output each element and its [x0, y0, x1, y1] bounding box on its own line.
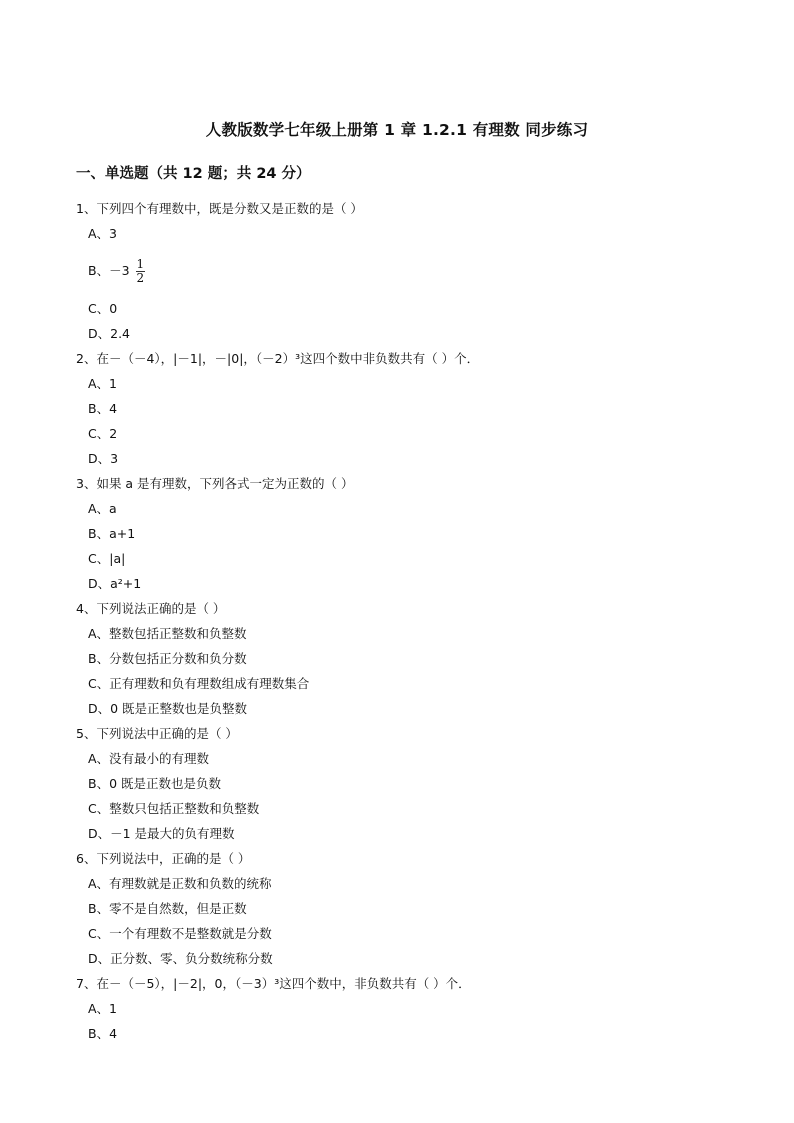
question-2: [76, 346, 756, 471]
option-c: C、0: [88, 301, 118, 316]
option-d: D、a²+1: [88, 576, 142, 591]
fraction-numerator: 1: [136, 257, 145, 271]
question-stem: 3、如果 a 是有理数，下列各式一定为正数的（ ）: [76, 476, 354, 491]
option-a: A、1: [88, 1001, 118, 1016]
question-1: [76, 196, 756, 346]
question-7: [76, 971, 756, 1046]
option-c: C、一个有理数不是整数就是分数: [88, 926, 272, 941]
option-b: B、4: [88, 401, 118, 416]
fraction-denominator: 2: [136, 271, 145, 285]
option-a: A、有理数就是正数和负数的统称: [88, 876, 272, 891]
option-d: D、3: [88, 451, 119, 466]
document-title: 人教版数学七年级上册第 1 章 1.2.1 有理数 同步练习: [205, 121, 589, 139]
option-b: B、4: [88, 1026, 118, 1041]
question-stem: 7、在－（－5），|－2|，0，（－3）³这四个数中，非负数共有（ ）个．: [76, 976, 471, 991]
question-4: [76, 596, 756, 721]
question-6: [76, 846, 756, 971]
option-c: C、整数只包括正整数和负整数: [88, 801, 260, 816]
question-5: [76, 721, 756, 846]
option-b-prefix: B、－3: [88, 263, 130, 278]
option-a: A、没有最小的有理数: [88, 751, 210, 766]
option-a: A、3: [88, 226, 118, 241]
option-a: A、整数包括正整数和负整数: [88, 626, 247, 641]
option-b: B、分数包括正分数和负分数: [88, 651, 247, 666]
option-a: A、a: [88, 501, 117, 516]
question-stem: 2、在－（－4），|－1|，－|0|，（－2）³这四个数中非负数共有（ ）个．: [76, 351, 480, 366]
option-d: D、0 既是正整数也是负整数: [88, 701, 248, 716]
option-c: C、|a|: [88, 551, 126, 566]
option-c: C、2: [88, 426, 118, 441]
option-a: A、1: [88, 376, 118, 391]
option-b: B、a+1: [88, 526, 136, 541]
question-stem: 6、下列说法中，正确的是（ ）: [76, 851, 251, 866]
question-list: [76, 196, 756, 1046]
option-b: [76, 246, 756, 296]
question-stem: 4、下列说法正确的是（ ）: [76, 601, 226, 616]
option-d: D、正分数、零、负分数统称分数: [88, 951, 273, 966]
option-d: D、－1 是最大的负有理数: [88, 826, 235, 841]
question-stem: 5、下列说法中正确的是（ ）: [76, 726, 238, 741]
section-heading: 一、单选题（共 12 题；共 24 分）: [76, 166, 311, 182]
option-b: B、零不是自然数，但是正数: [88, 901, 247, 916]
question-stem: 1、下列四个有理数中，既是分数又是正数的是（ ）: [76, 201, 363, 216]
option-d: D、2.4: [88, 326, 131, 341]
option-c: C、正有理数和负有理数组成有理数集合: [88, 676, 310, 691]
question-3: [76, 471, 756, 596]
fraction: [136, 258, 146, 285]
option-b: B、0 既是正数也是负数: [88, 776, 222, 791]
